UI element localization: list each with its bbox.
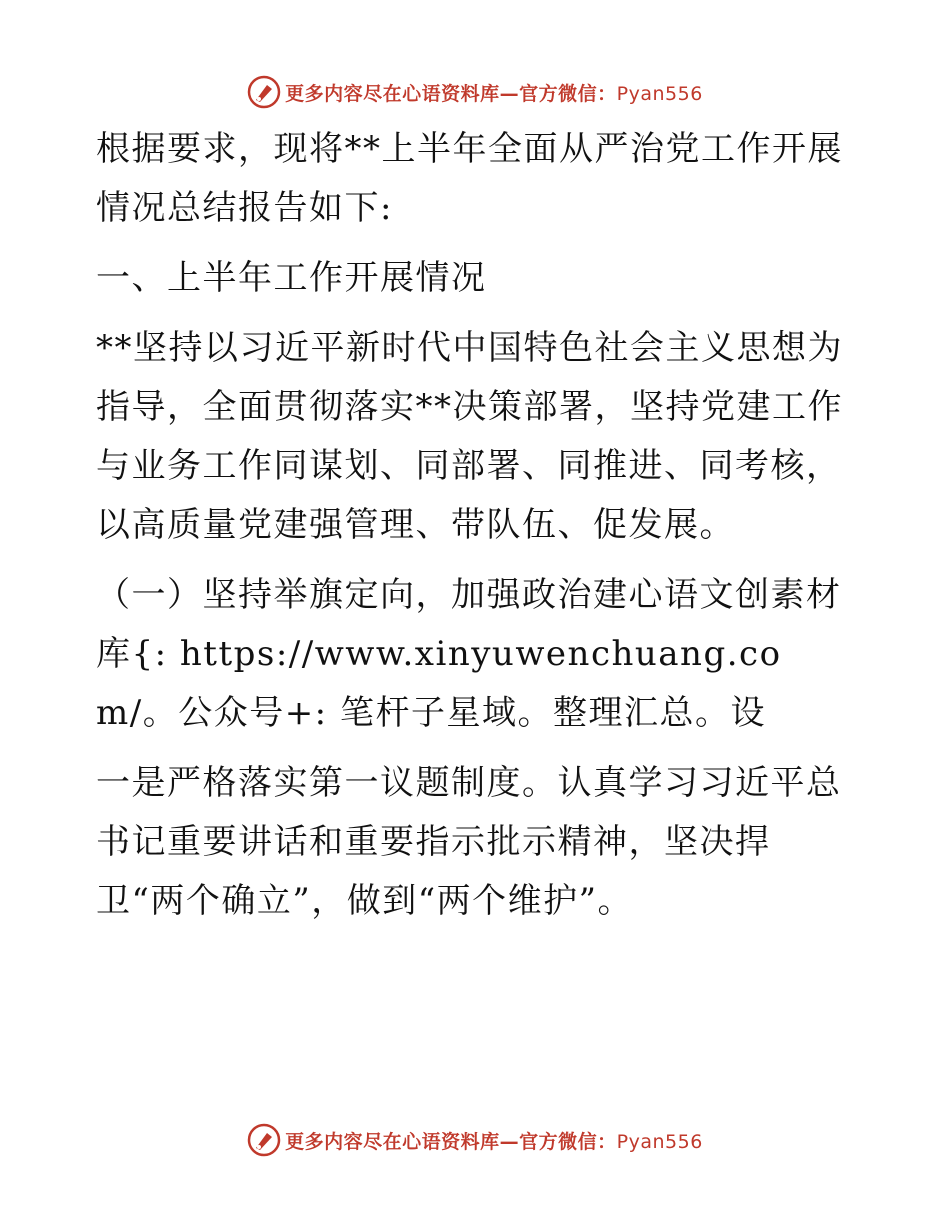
- paragraph-point-one: 一是严格落实第一议题制度。认真学习习近平总书记重要讲话和重要指示批示精神，坚决捍卫“两个确立”，做到“两个维护”。: [96, 763, 842, 921]
- banner-label: 更多内容尽在心语资料库—官方微信：: [285, 82, 617, 105]
- pen-nib-logo-icon: [247, 75, 281, 109]
- pen-nib-logo-icon: [247, 1123, 281, 1157]
- banner-label: 更多内容尽在心语资料库—官方微信：: [285, 1130, 617, 1153]
- document-body: [96, 120, 856, 942]
- header-banner: [0, 72, 950, 112]
- banner-text: [285, 79, 703, 106]
- footer-banner: [0, 1120, 950, 1160]
- paragraph-summary: **坚持以习近平新时代中国特色社会主义思想为指导，全面贯彻落实**决策部署，坚持党建工作与业务工作同谋划、同部署、同推进、同考核，以高质量党建强管理、带队伍、促发展。: [96, 328, 843, 545]
- paragraph-subsection: （一）坚持举旗定向，加强政治建心语文创素材库{: https://www.xinyuwenchuang.com/。公众号+: 笔杆子星域。整理汇总。设: [96, 575, 842, 733]
- paragraph-intro: 根据要求，现将**上半年全面从严治党工作开展情况总结报告如下:: [96, 129, 843, 228]
- paragraph-section-heading: 一、上半年工作开展情况: [96, 258, 487, 298]
- banner-text: [285, 1127, 703, 1154]
- banner-account: Pyan556: [616, 1130, 703, 1153]
- banner-account: Pyan556: [616, 82, 703, 105]
